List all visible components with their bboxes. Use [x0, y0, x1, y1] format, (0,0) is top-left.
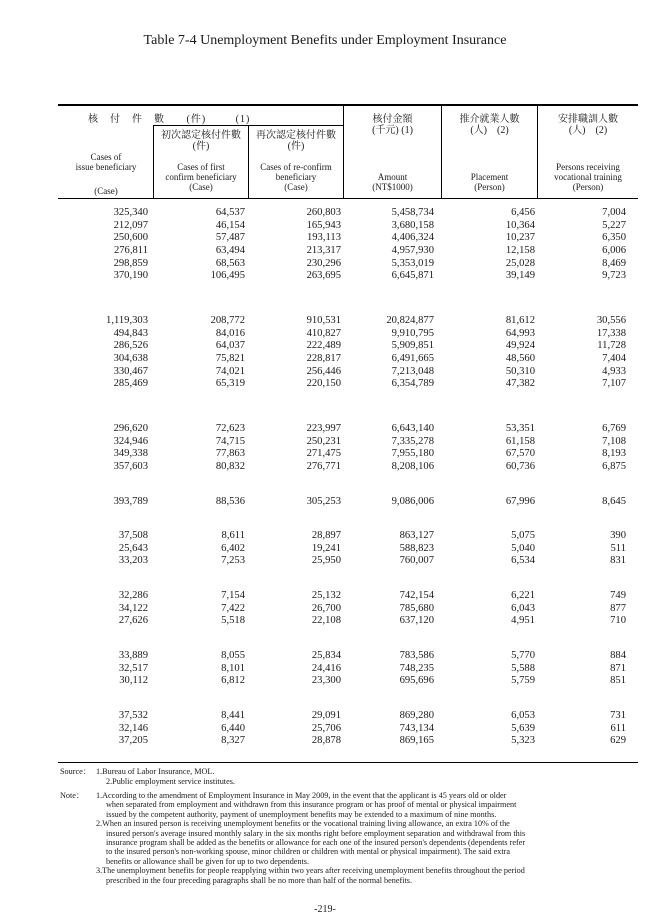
cell-issue: 330,467 [113, 365, 148, 377]
cell-re-confirm: 276,771 [306, 461, 341, 473]
cell-amount: 6,491,665 [391, 353, 434, 365]
cell-amount: 9,086,006 [391, 496, 434, 507]
cell-re-confirm: 165,943 [306, 219, 341, 231]
cell-first-confirm: 8,055 [221, 650, 245, 661]
cell-re-confirm: 271,475 [306, 448, 341, 460]
cell-amount: 742,154 [399, 590, 434, 601]
note-line: to the insured person's non-working spouse, minor children or children with mental or physical impairment). The said extra [106, 847, 511, 857]
cell-amount: 863,127 [399, 530, 434, 541]
table-row [58, 378, 638, 391]
row-group [58, 530, 638, 568]
cell-training: 8,645 [602, 496, 626, 507]
cell-placement: 67,996 [505, 496, 535, 507]
cell-first-confirm: 7,253 [221, 555, 245, 567]
cell-amount: 695,696 [399, 675, 434, 687]
source-line: 2.Public employment service institutes. [106, 777, 235, 786]
table-row [58, 340, 638, 353]
table-row [58, 315, 638, 328]
cell-amount: 743,134 [399, 722, 434, 734]
cell-re-confirm: 25,132 [311, 590, 341, 601]
table-row [58, 220, 638, 233]
cell-re-confirm: 228,817 [306, 353, 341, 365]
cell-first-confirm: 8,327 [221, 735, 245, 747]
cell-issue: 1,119,303 [106, 315, 148, 326]
cell-training: 6,769 [602, 423, 626, 434]
cell-re-confirm: 29,091 [311, 710, 341, 721]
cell-issue: 32,146 [118, 722, 148, 734]
cell-placement: 10,364 [505, 219, 535, 231]
cell-first-confirm: 64,037 [215, 340, 245, 352]
cell-training: 6,350 [602, 232, 626, 244]
cell-amount: 5,353,019 [391, 257, 434, 269]
col-placement-en: Placement (Person) [470, 172, 509, 192]
header-bottom-rule [58, 198, 638, 199]
cell-first-confirm: 63,494 [215, 245, 245, 257]
col-first-confirm-en: Cases of first confirm beneficiary (Case) [165, 162, 237, 192]
table-row [58, 436, 638, 449]
table-row [58, 328, 638, 341]
cell-placement: 67,570 [505, 448, 535, 460]
cell-training: 511 [610, 542, 626, 554]
cell-first-confirm: 74,715 [215, 435, 245, 447]
cell-amount: 6,645,871 [391, 270, 434, 282]
cell-issue: 37,532 [118, 710, 148, 721]
cell-placement: 64,993 [505, 327, 535, 339]
cell-issue: 357,603 [113, 461, 148, 473]
cell-first-confirm: 88,536 [215, 496, 245, 507]
col-training-en: Persons receiving vocational training (Person) [554, 162, 622, 192]
cell-re-confirm: 260,803 [306, 207, 341, 218]
table-row [58, 366, 638, 379]
cell-first-confirm: 8,611 [221, 530, 245, 541]
cell-training: 390 [610, 530, 626, 541]
table-row [58, 663, 638, 676]
cell-issue: 393,789 [113, 496, 148, 507]
cell-placement: 50,310 [505, 365, 535, 377]
cell-re-confirm: 193,113 [306, 232, 341, 244]
cell-placement: 5,770 [511, 650, 535, 661]
cell-re-confirm: 305,253 [306, 496, 341, 507]
cell-placement: 5,759 [511, 675, 535, 687]
table-row [58, 735, 638, 748]
cell-first-confirm: 8,441 [221, 710, 245, 721]
cell-first-confirm: 64,537 [215, 207, 245, 218]
cell-first-confirm: 106,495 [210, 270, 245, 282]
cell-issue: 349,338 [113, 448, 148, 460]
cell-first-confirm: 77,863 [215, 448, 245, 460]
cell-training: 8,469 [602, 257, 626, 269]
cell-training: 7,107 [602, 378, 626, 390]
table-title: Table 7-4 Unemployment Benefits under Employment Insurance [143, 33, 507, 48]
cell-issue: 296,620 [113, 423, 148, 434]
cell-re-confirm: 910,531 [306, 315, 341, 326]
cell-training: 851 [610, 675, 626, 687]
cell-training: 884 [610, 650, 626, 661]
cell-re-confirm: 26,700 [311, 602, 341, 614]
cell-placement: 39,149 [505, 270, 535, 282]
cell-re-confirm: 25,834 [311, 650, 341, 661]
cell-placement: 48,560 [505, 353, 535, 365]
table-row [58, 543, 638, 556]
cell-amount: 785,680 [399, 602, 434, 614]
cell-placement: 5,323 [511, 735, 535, 747]
cell-training: 4,933 [602, 365, 626, 377]
cell-placement: 4,951 [511, 615, 535, 627]
cell-placement: 25,028 [505, 257, 535, 269]
row-group [58, 650, 638, 688]
cell-amount: 5,909,851 [391, 340, 434, 352]
cell-re-confirm: 263,695 [306, 270, 341, 282]
cell-re-confirm: 25,706 [311, 722, 341, 734]
cell-re-confirm: 22,108 [311, 615, 341, 627]
cell-issue: 250,600 [113, 232, 148, 244]
source-block [60, 767, 640, 789]
cell-placement: 6,221 [511, 590, 535, 601]
cell-re-confirm: 220,150 [306, 378, 341, 390]
cell-re-confirm: 28,897 [311, 530, 341, 541]
cell-amount: 20,824,877 [386, 315, 434, 326]
col-re-confirm-zh: 再次認定核付件數 (件) [256, 130, 336, 152]
cell-training: 6,006 [602, 245, 626, 257]
cell-issue: 37,205 [118, 735, 148, 747]
cell-amount: 7,213,048 [391, 365, 434, 377]
cell-first-confirm: 72,623 [215, 423, 245, 434]
cell-placement: 6,043 [511, 602, 535, 614]
note-block [60, 791, 640, 901]
cell-placement: 10,237 [505, 232, 535, 244]
cell-placement: 53,351 [505, 423, 535, 434]
cell-first-confirm: 57,487 [215, 232, 245, 244]
cell-placement: 60,736 [505, 461, 535, 473]
cell-issue: 304,638 [113, 353, 148, 365]
table-row [58, 423, 638, 436]
cell-issue: 325,340 [113, 207, 148, 218]
cell-placement: 47,382 [505, 378, 535, 390]
cell-issue: 298,859 [113, 257, 148, 269]
note-label: Note： [60, 791, 85, 800]
col-amount-zh: 核付金額 (千元) (1) [372, 114, 413, 136]
cell-placement: 49,924 [505, 340, 535, 352]
cell-issue: 32,286 [118, 590, 148, 601]
table-row [58, 710, 638, 723]
cell-amount: 7,335,278 [391, 435, 434, 447]
table-row [58, 675, 638, 688]
cell-re-confirm: 410,827 [306, 327, 341, 339]
table-row [58, 496, 638, 509]
cell-amount: 6,354,789 [391, 378, 434, 390]
cell-training: 749 [610, 590, 626, 601]
cell-amount: 760,007 [399, 555, 434, 567]
cell-first-confirm: 46,154 [215, 219, 245, 231]
note-line: when separated from employment and withdrawn from this insurance program or has proof of mental or physical impairment [106, 800, 517, 810]
cell-first-confirm: 65,319 [215, 378, 245, 390]
cell-amount: 5,458,734 [391, 207, 434, 218]
cell-amount: 7,955,180 [391, 448, 434, 460]
cell-placement: 81,612 [505, 315, 535, 326]
cell-training: 6,875 [602, 461, 626, 473]
cell-issue: 324,946 [113, 435, 148, 447]
note-line: prescribed in the four preceding paragraphs shall be no more than half of the normal benefits. [106, 875, 413, 885]
cell-training: 877 [610, 602, 626, 614]
cell-placement: 6,534 [511, 555, 535, 567]
cell-training: 831 [610, 555, 626, 567]
table-row [58, 461, 638, 474]
cell-first-confirm: 7,422 [221, 602, 245, 614]
note-line: 1.According to the amendment of Employment Insurance in May 2009, in the event that the applicant is 45 years old or older [96, 791, 507, 800]
cell-re-confirm: 19,241 [311, 542, 341, 554]
cell-placement: 6,456 [511, 207, 535, 218]
cell-placement: 61,158 [505, 435, 535, 447]
cell-first-confirm: 8,101 [221, 662, 245, 674]
cell-re-confirm: 256,446 [306, 365, 341, 377]
page-number: -219- [314, 904, 336, 915]
cell-issue: 34,122 [118, 602, 148, 614]
table-row [58, 270, 638, 283]
table-row [58, 448, 638, 461]
source-line: 1.Bureau of Labor Insurance, MOL. [96, 767, 215, 776]
cell-amount: 9,910,795 [391, 327, 434, 339]
cell-re-confirm: 23,300 [311, 675, 341, 687]
cell-training: 11,728 [597, 340, 626, 352]
cell-amount: 869,165 [399, 735, 434, 747]
cell-amount: 6,643,140 [391, 423, 434, 434]
cell-issue: 33,203 [118, 555, 148, 567]
cell-first-confirm: 80,832 [215, 461, 245, 473]
cell-training: 9,723 [602, 270, 626, 282]
table-row [58, 258, 638, 271]
cell-placement: 6,053 [511, 710, 535, 721]
cell-issue: 494,843 [113, 327, 148, 339]
cell-training: 7,404 [602, 353, 626, 365]
cell-first-confirm: 75,821 [215, 353, 245, 365]
cell-training: 30,556 [596, 315, 626, 326]
col-re-confirm-en: Cases of re-confirm beneficiary (Case) [260, 162, 332, 192]
cell-amount: 869,280 [399, 710, 434, 721]
note-line: issued by the competent authority, payment of unemployment benefits may be extended to a maximum of nine months. [106, 809, 497, 819]
cell-training: 871 [610, 662, 626, 674]
cell-re-confirm: 213,317 [306, 245, 341, 257]
cell-placement: 5,075 [511, 530, 535, 541]
table-row [58, 530, 638, 543]
table-row [58, 555, 638, 568]
cell-training: 611 [610, 722, 626, 734]
row-group [58, 207, 638, 283]
cell-re-confirm: 223,997 [306, 423, 341, 434]
cell-first-confirm: 68,563 [215, 257, 245, 269]
table-row [58, 232, 638, 245]
cell-re-confirm: 24,416 [311, 662, 341, 674]
cell-amount: 748,235 [399, 662, 434, 674]
cell-issue: 27,626 [118, 615, 148, 627]
table-row [58, 245, 638, 258]
cell-re-confirm: 25,950 [311, 555, 341, 567]
table-row [58, 353, 638, 366]
cases-group-header: 核 付 件 數 (件) (1) [88, 114, 251, 125]
cell-placement: 5,639 [511, 722, 535, 734]
cell-amount: 4,406,324 [391, 232, 434, 244]
cell-issue: 276,811 [113, 245, 148, 257]
cell-first-confirm: 6,402 [221, 542, 245, 554]
cell-first-confirm: 5,518 [221, 615, 245, 627]
cell-training: 17,338 [596, 327, 626, 339]
cell-training: 710 [610, 615, 626, 627]
cell-issue: 37,508 [118, 530, 148, 541]
cell-first-confirm: 208,772 [210, 315, 245, 326]
cell-amount: 588,823 [399, 542, 434, 554]
cell-first-confirm: 6,440 [221, 722, 245, 734]
cell-amount: 783,586 [399, 650, 434, 661]
table-bottom-rule [58, 762, 638, 763]
col-placement-zh: 推介就業人數 (人) (2) [459, 114, 520, 136]
cell-issue: 370,190 [113, 270, 148, 282]
cell-training: 5,227 [602, 219, 626, 231]
note-line: 2.When an insured person is receiving unemployment benefits or the vocational training living allowance, an extra 10% of the [96, 819, 510, 829]
table-row [58, 207, 638, 220]
cell-amount: 8,208,106 [391, 461, 434, 473]
table-row [58, 650, 638, 663]
cell-first-confirm: 7,154 [221, 590, 245, 601]
cell-issue: 33,889 [118, 650, 148, 661]
note-line: 3.The unemployment benefits for people reapplying within two years after receiving unemployment benefits throughout the period [96, 866, 525, 876]
table-row [58, 590, 638, 603]
col-training-zh: 安排職訓人數 (人) (2) [558, 114, 618, 136]
cell-training: 8,193 [602, 448, 626, 460]
cell-amount: 3,680,158 [391, 219, 434, 231]
table-row [58, 615, 638, 628]
cell-re-confirm: 250,231 [306, 435, 341, 447]
note-line: benefits or allowance shall be given for up to two dependents. [106, 856, 310, 866]
cell-first-confirm: 84,016 [215, 327, 245, 339]
row-group [58, 423, 638, 474]
table-row [58, 723, 638, 736]
cell-issue: 32,517 [118, 662, 148, 674]
cell-training: 7,004 [602, 207, 626, 218]
cell-issue: 286,526 [113, 340, 148, 352]
cell-issue: 285,469 [113, 378, 148, 390]
cell-amount: 637,120 [399, 615, 434, 627]
note-line: insurance program shall be added as the benefits or allowance for each one of the insured person's dependents (dependents refer [106, 838, 526, 847]
cell-training: 629 [610, 735, 626, 747]
row-group [58, 590, 638, 628]
row-group [58, 496, 638, 509]
row-group [58, 315, 638, 391]
col-first-confirm-zh: 初次認定核付件數 (件) [161, 130, 241, 152]
cell-placement: 5,588 [511, 662, 535, 674]
source-label: Source： [60, 767, 91, 776]
cell-training: 7,108 [602, 435, 626, 447]
cell-re-confirm: 230,296 [306, 257, 341, 269]
header-top-rule [58, 104, 638, 106]
cell-placement: 5,040 [511, 542, 535, 554]
col-amount-en: Amount (NT$1000) [372, 172, 413, 192]
note-line: insured person's average insured monthly salary in the six months right before employment separation and withdrawal from this [106, 828, 526, 838]
col-issue-header: Cases of issue beneficiary (Case) [75, 152, 137, 196]
cell-issue: 30,112 [119, 675, 148, 687]
cell-issue: 25,643 [118, 542, 148, 554]
cell-issue: 212,097 [113, 219, 148, 231]
cell-re-confirm: 28,878 [311, 735, 341, 747]
cell-first-confirm: 74,021 [215, 365, 245, 377]
cell-amount: 4,957,930 [391, 245, 434, 257]
cell-placement: 12,158 [505, 245, 535, 257]
cell-first-confirm: 6,812 [221, 675, 245, 687]
table-row [58, 603, 638, 616]
cell-re-confirm: 222,489 [306, 340, 341, 352]
cell-training: 731 [610, 710, 626, 721]
row-group [58, 710, 638, 748]
